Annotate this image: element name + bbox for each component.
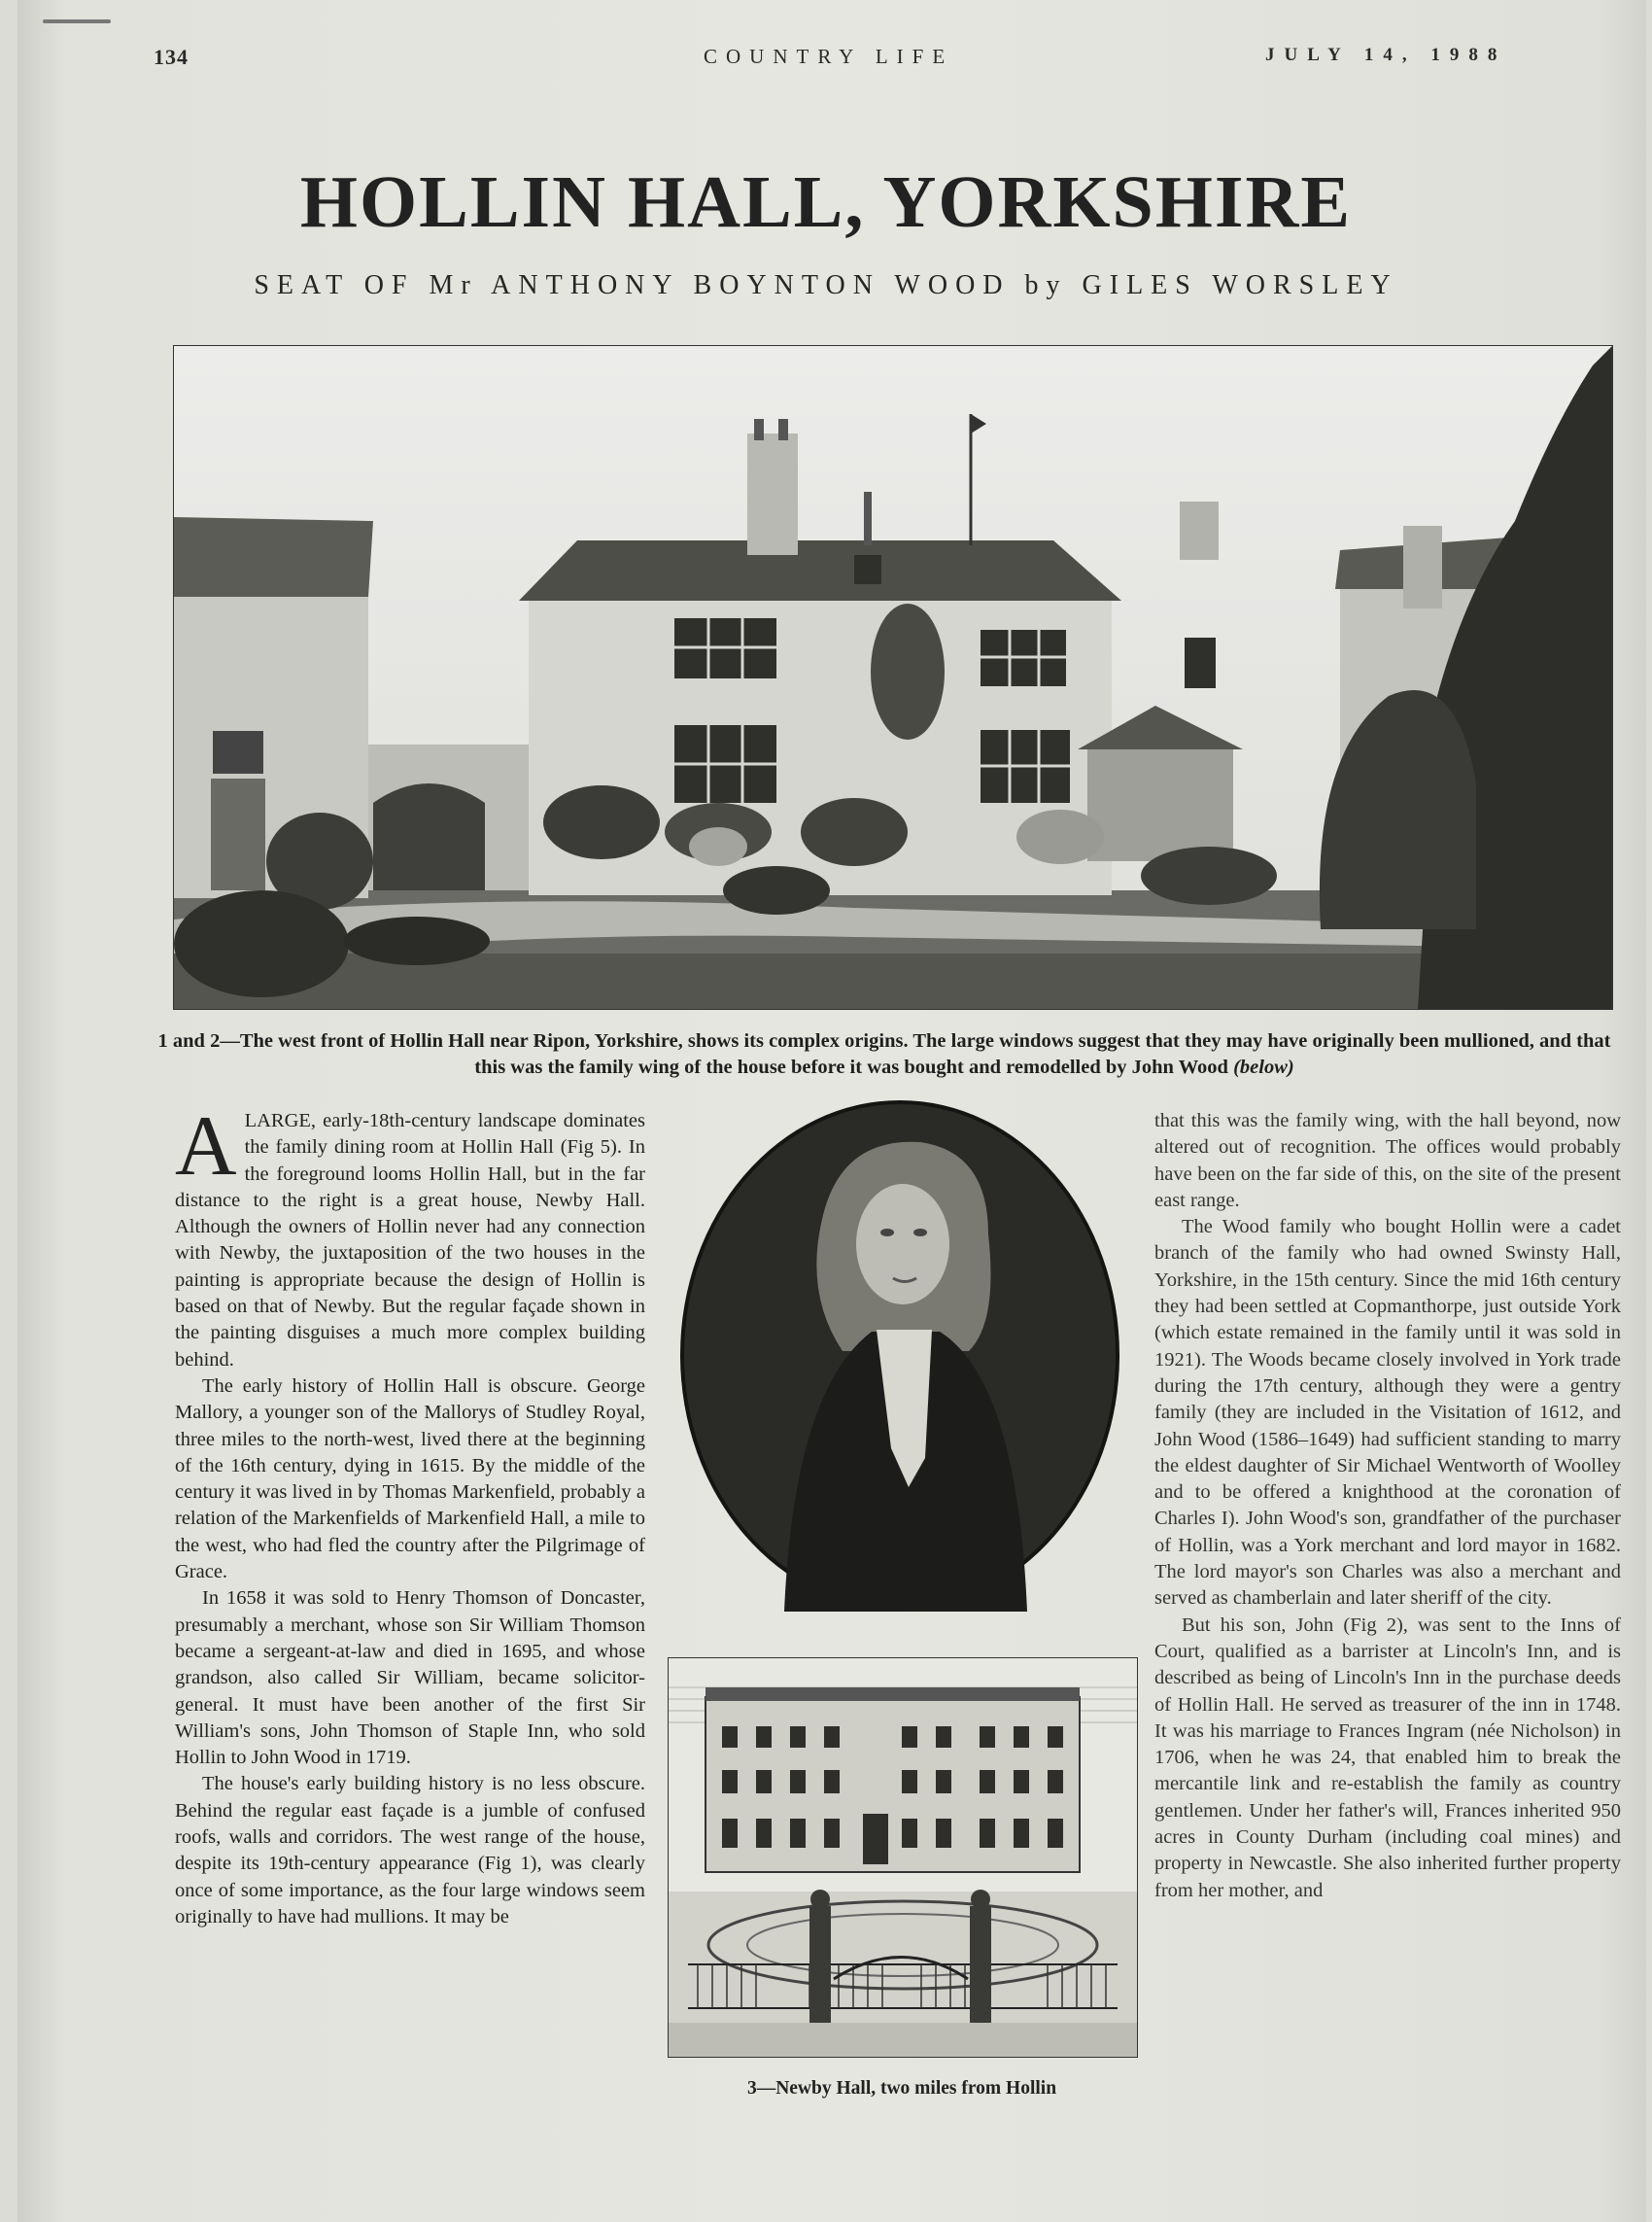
main-photo-caption: 1 and 2—The west front of Hollin Hall near Ripon, Yorkshire, shows its complex origins. The large windows suggest that they may have originally been mullioned, and that this was the family wing of the house before it was bought and remodelled by John Wood (below) xyxy=(157,1030,1611,1078)
paragraph: The Wood family who bought Hollin were a cadet branch of the family who had owned Swinsty Hall, Yorkshire, in the 15th century. Since the mid 16th century they had been settled at Copmanthorpe, just outside York (which estate remained in the family until it was sold in 1921). The Woods became closely involved in York trade during the 17th century, although they were a gentry family (they are included in the Visitation of 1612, and John Wood (1586–1649) had sufficient standing to marry the eldest daughter of Sir Michael Wentworth of Woolley and to be offered a knighthood at the coronation of Charles I). John Wood's son, grandfather of the purchaser of Hollin, was a York merchant and lord mayor in 1682. The lord mayor's son Charles was also a merchant and served as chamberlain and later sheriff of the city. xyxy=(1154,1216,1621,1610)
issue-date: JULY 14, 1988 xyxy=(1265,45,1507,65)
right-text-column xyxy=(1154,1108,1621,1904)
paragraph: that this was the family wing, with the hall beyond, now altered out of recognition. The offices would probably have been on the far side of this, on the site of the present east range. xyxy=(1154,1110,1621,1211)
magazine-name: COUNTRY LIFE xyxy=(704,45,954,68)
article-subtitle: SEAT OF Mr ANTHONY BOYNTON WOOD by GILES WORSLEY xyxy=(254,270,1398,300)
paragraph: In 1658 it was sold to Henry Thomson of Doncaster, presumably a merchant, whose son Sir William Thomson became a sergeant-at-law and died in 1695, and whose grandson, also called Sir William, became solicitor-general. It must have been another of the first Sir William's sons, John Thomson of Staple Inn, who sold Hollin to John Wood in 1719. xyxy=(175,1587,645,1769)
john-wood-portrait xyxy=(677,1098,1122,1612)
paragraph: ALARGE, early-18th-century landscape dominates the family dining room at Hollin Hall (Fig 5). In the foreground looms Hollin Hall, but in the far distance to the right is a great house, Newby Hall. Although the owners of Hollin never had any connection with Newby, the juxtaposition of the two houses in the painting is appropriate because the design of Hollin is based on that of Newby. But the regular façade shown in the painting disguises a much more complex building behind. xyxy=(175,1099,645,1371)
left-text-column xyxy=(175,1099,645,1930)
paragraph: The early history of Hollin Hall is obscure. George Mallory, a younger son of the Mallorys of Studley Royal, three miles to the north-west, lived there at the beginning of the 16th century, dying in 1615. By the middle of the century it was lived in by Thomas Markenfield, probably a relation of the Markenfields of Markenfield Hall, a mile to the west, who had fled the country after the Pilgrimage of Grace. xyxy=(175,1374,645,1583)
article-title: HOLLIN HALL, YORKSHIRE xyxy=(299,161,1353,243)
hollin-hall-west-front-photo xyxy=(173,345,1613,1010)
page-number: 134 xyxy=(154,45,189,69)
paper-clip-mark xyxy=(43,19,111,23)
caption-italic-ref: (below) xyxy=(1233,1057,1294,1078)
paragraph: The house's early building history is no less obscure. Behind the regular east façade is a jumble of confused roofs, walls and corridors. The west range of the house, despite its 19th-century appearance (Fig 1), was clearly once of some importance, as the four large windows seem originally to have had mullions. It may be xyxy=(175,1773,645,1927)
drop-cap: A xyxy=(175,1099,237,1194)
paragraph: But his son, John (Fig 2), was sent to the Inns of Court, qualified as a barrister at Lincoln's Inn, and is described as being of Lincoln's Inn in the purchase deeds of Hollin Hall. He served as treasurer of the inn in 1748. It was his marriage to Frances Ingram (née Nicholson) in 1706, when he was 24, that enabled him to break the mercantile link and re-establish the family as country gentlemen. Under her father's will, Frances inherited 950 acres in County Durham (including coal mines) and property in Newcastle. She also inherited further property from her mother, and xyxy=(1154,1614,1621,1901)
newby-hall-engraving xyxy=(668,1657,1138,2058)
newby-hall-caption: 3—Newby Hall, two miles from Hollin xyxy=(746,2078,1057,2099)
